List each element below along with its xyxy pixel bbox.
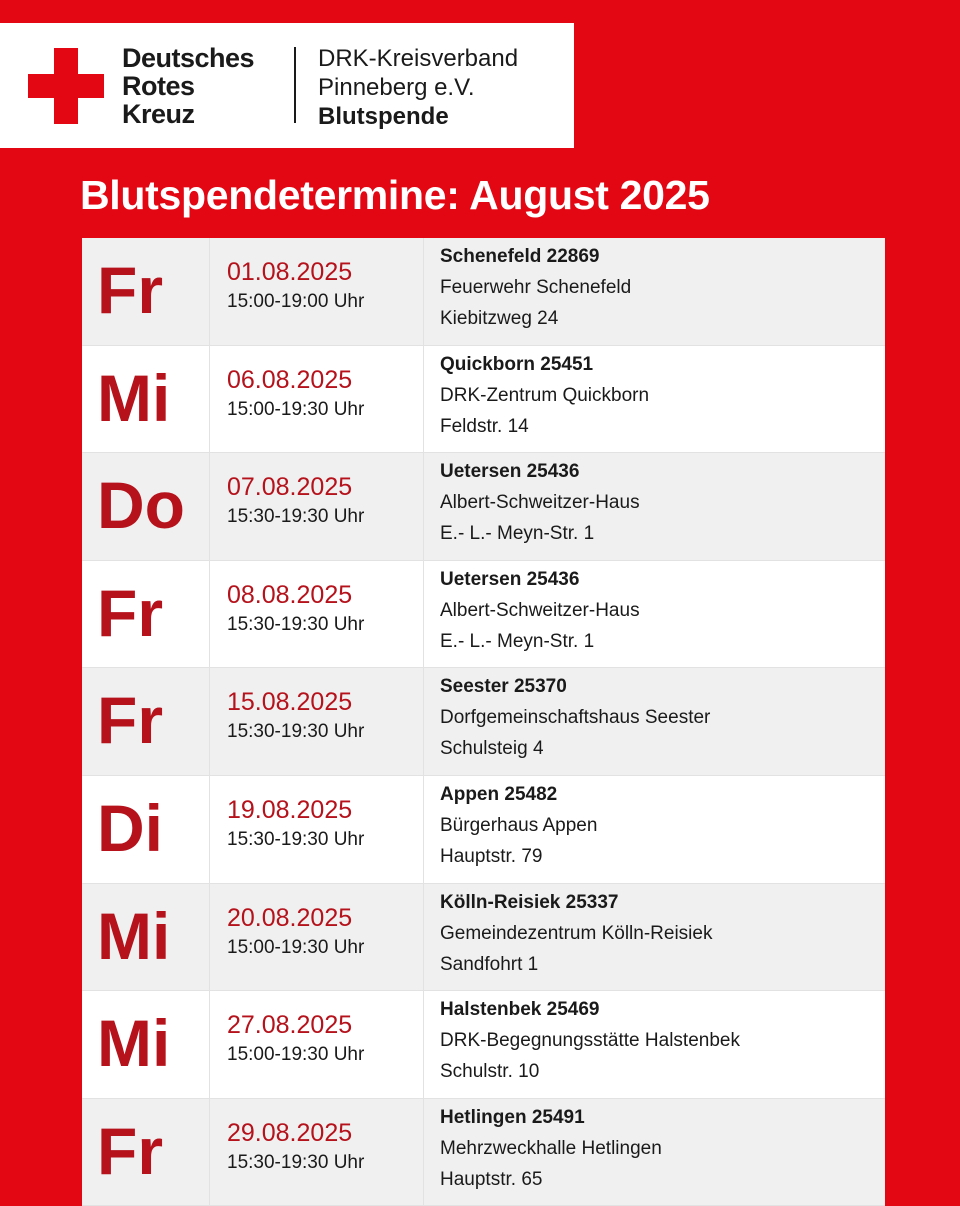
date-time-cell [210, 561, 424, 668]
appointment-row [82, 668, 885, 776]
branch-line: Pinneberg e.V. [318, 74, 475, 101]
appointment-time: 15:30-19:30 Uhr [227, 506, 365, 528]
appointment-time: 15:00-19:30 Uhr [227, 398, 365, 420]
appointment-time: 15:00-19:30 Uhr [227, 936, 365, 958]
location-address: Hauptstr. 65 [440, 1168, 543, 1190]
location-address: E.- L.- Meyn-Str. 1 [440, 523, 595, 545]
date-time-cell [210, 1099, 424, 1206]
appointment-date: 08.08.2025 [227, 580, 353, 609]
date-time-cell [210, 453, 424, 560]
weekday: Di [82, 776, 210, 883]
location-cell [424, 346, 885, 453]
date-time-cell [210, 668, 424, 775]
appointment-row [82, 884, 885, 992]
location-place: Uetersen 25436 [440, 461, 580, 483]
appointment-time: 15:30-19:30 Uhr [227, 1151, 365, 1173]
org-line: Rotes [122, 71, 195, 101]
location-place: Hetlingen 25491 [440, 1106, 585, 1128]
location-address: Feldstr. 14 [440, 415, 529, 437]
location-venue: DRK-Begegnungsstätte Halstenbek [440, 1030, 740, 1052]
appointment-row [82, 453, 885, 561]
date-time-cell [210, 776, 424, 883]
appointment-row [82, 238, 885, 346]
location-venue: Albert-Schweitzer-Haus [440, 599, 640, 621]
logo-divider [294, 47, 296, 123]
organization-name [122, 44, 254, 128]
branch-name [318, 44, 518, 131]
appointment-row [82, 1099, 885, 1206]
appointment-time: 15:00-19:30 Uhr [227, 1044, 365, 1066]
appointment-date: 15.08.2025 [227, 688, 353, 717]
weekday: Fr [82, 1099, 210, 1206]
appointment-date: 20.08.2025 [227, 903, 353, 932]
branch-line: Blutspende [318, 103, 449, 130]
page-title: Blutspendetermine: August 2025 [80, 172, 710, 218]
appointment-date: 19.08.2025 [227, 795, 353, 824]
appointment-date: 06.08.2025 [227, 365, 353, 394]
appointment-row [82, 561, 885, 669]
appointment-date: 27.08.2025 [227, 1011, 353, 1040]
location-place: Kölln-Reisiek 25337 [440, 891, 619, 913]
appointment-row [82, 776, 885, 884]
date-time-cell [210, 884, 424, 991]
weekday: Fr [82, 668, 210, 775]
location-cell [424, 991, 885, 1098]
weekday: Mi [82, 346, 210, 453]
date-time-cell [210, 346, 424, 453]
location-venue: Feuerwehr Schenefeld [440, 277, 632, 298]
branch-line: DRK-Kreisverband [318, 45, 519, 72]
location-place: Quickborn 25451 [440, 353, 594, 375]
date-time-cell [210, 991, 424, 1098]
date-time-cell [210, 238, 424, 345]
location-cell [424, 776, 885, 883]
appointment-time: 15:30-19:30 Uhr [227, 613, 365, 635]
appointment-date: 29.08.2025 [227, 1118, 353, 1147]
weekday: Mi [82, 884, 210, 991]
location-address: Sandfohrt 1 [440, 953, 539, 975]
location-cell [424, 1099, 885, 1206]
location-cell [424, 668, 885, 775]
appointment-time: 15:00-19:00 Uhr [227, 291, 365, 312]
location-venue: Gemeindezentrum Kölln-Reisiek [440, 922, 713, 944]
appointments-table [82, 238, 885, 1206]
appointment-date: 01.08.2025 [227, 258, 353, 286]
location-place: Halstenbek 25469 [440, 999, 600, 1021]
location-cell [424, 561, 885, 668]
appointment-date: 07.08.2025 [227, 473, 353, 502]
red-cross-icon [28, 48, 104, 124]
org-line: Kreuz [122, 99, 195, 129]
location-venue: Dorfgemeinschaftshaus Seester [440, 707, 711, 729]
location-cell [424, 884, 885, 991]
location-place: Schenefeld 22869 [440, 246, 600, 267]
weekday: Do [82, 453, 210, 560]
org-line: Deutsches [122, 43, 255, 73]
appointment-time: 15:30-19:30 Uhr [227, 828, 365, 850]
appointment-time: 15:30-19:30 Uhr [227, 721, 365, 743]
location-venue: Mehrzweckhalle Hetlingen [440, 1137, 662, 1159]
weekday: Mi [82, 991, 210, 1098]
location-address: Kiebitzweg 24 [440, 308, 559, 329]
location-venue: Albert-Schweitzer-Haus [440, 492, 640, 514]
location-place: Appen 25482 [440, 783, 558, 805]
logo-header [0, 23, 574, 148]
location-venue: DRK-Zentrum Quickborn [440, 384, 650, 406]
location-address: E.- L.- Meyn-Str. 1 [440, 630, 595, 652]
location-cell [424, 453, 885, 560]
location-address: Hauptstr. 79 [440, 845, 543, 867]
weekday: Fr [82, 561, 210, 668]
location-address: Schulstr. 10 [440, 1061, 540, 1083]
weekday: Fr [82, 238, 210, 345]
location-address: Schulsteig 4 [440, 738, 544, 760]
location-venue: Bürgerhaus Appen [440, 814, 598, 836]
appointment-row [82, 991, 885, 1099]
location-place: Uetersen 25436 [440, 568, 580, 590]
location-cell [424, 238, 885, 345]
location-place: Seester 25370 [440, 676, 567, 698]
appointment-row [82, 346, 885, 454]
